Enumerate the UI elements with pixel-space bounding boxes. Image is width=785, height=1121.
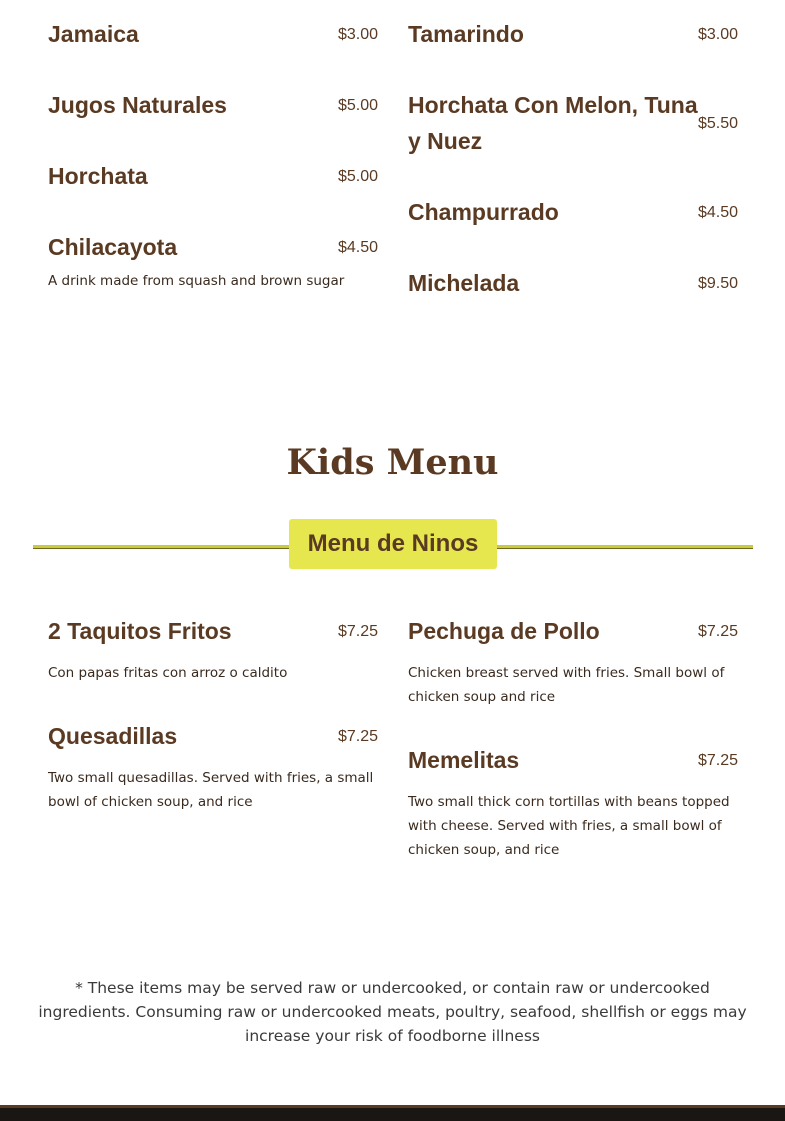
menu-item [48, 87, 378, 158]
kids-left-column [48, 613, 378, 814]
menu-item [48, 158, 378, 229]
item-name: Tamarindo [408, 21, 524, 47]
menu-item [408, 613, 738, 742]
item-description: Chicken breast served with fries. Small bowl of chicken soup and rice [408, 665, 725, 705]
menu-item [48, 613, 378, 718]
item-description: A drink made from squash and brown sugar [48, 273, 345, 289]
food-safety-disclaimer: * These items may be served raw or undercooked, or contain raw or undercooked ingredients. Consuming raw or undercooked meats, poultry, seafood, shellfish or eggs may increase your risk of foodborne illness [38, 979, 747, 1045]
menu-item [48, 229, 378, 293]
item-name: Memelitas [408, 747, 520, 773]
item-description: Two small quesadillas. Served with fries, a small bowl of chicken soup, and rice [48, 770, 374, 810]
item-name: Jugos Naturales [48, 92, 227, 118]
item-price: $7.25 [337, 728, 378, 745]
item-price: $5.00 [337, 168, 378, 185]
menu-item [408, 265, 738, 336]
item-price: $3.00 [337, 26, 378, 43]
item-name: Quesadillas [48, 723, 178, 749]
item-name: Pechuga de Pollo [408, 618, 600, 644]
item-price: $5.00 [337, 97, 378, 114]
kids-right-column [408, 613, 738, 862]
drinks-right-column [408, 16, 738, 336]
item-price: $9.50 [697, 275, 738, 292]
item-name: Chilacayota [48, 234, 178, 260]
item-description: Con papas fritas con arroz o caldito [48, 665, 288, 681]
item-name: Horchata [48, 163, 148, 189]
drinks-left-column [48, 16, 378, 293]
menu-item [48, 16, 378, 87]
item-price: $7.25 [697, 623, 738, 640]
item-description: Two small thick corn tortillas with beans topped with cheese. Served with fries, a small bowl of chicken soup, and rice [408, 794, 730, 858]
item-name: Champurrado [408, 199, 559, 225]
item-price: $5.50 [697, 115, 738, 132]
section-subtitle-badge: Menu de Ninos [289, 519, 497, 569]
item-price: $3.00 [697, 26, 738, 43]
menu-item [408, 87, 738, 194]
menu-item [48, 718, 378, 814]
item-price: $7.25 [697, 752, 738, 769]
item-name: Jamaica [48, 21, 139, 47]
item-name: Horchata Con Melon, Tuna y Nuez [408, 92, 698, 154]
footer-bar [0, 1105, 785, 1121]
item-price: $7.25 [337, 623, 378, 640]
item-name: 2 Taquitos Fritos [48, 618, 232, 644]
item-price: $4.50 [697, 204, 738, 221]
item-price: $4.50 [337, 239, 378, 256]
section-title: Kids Menu [286, 442, 499, 483]
item-name: Michelada [408, 270, 520, 296]
menu-item [408, 194, 738, 265]
menu-item [408, 16, 738, 87]
menu-item [408, 742, 738, 862]
